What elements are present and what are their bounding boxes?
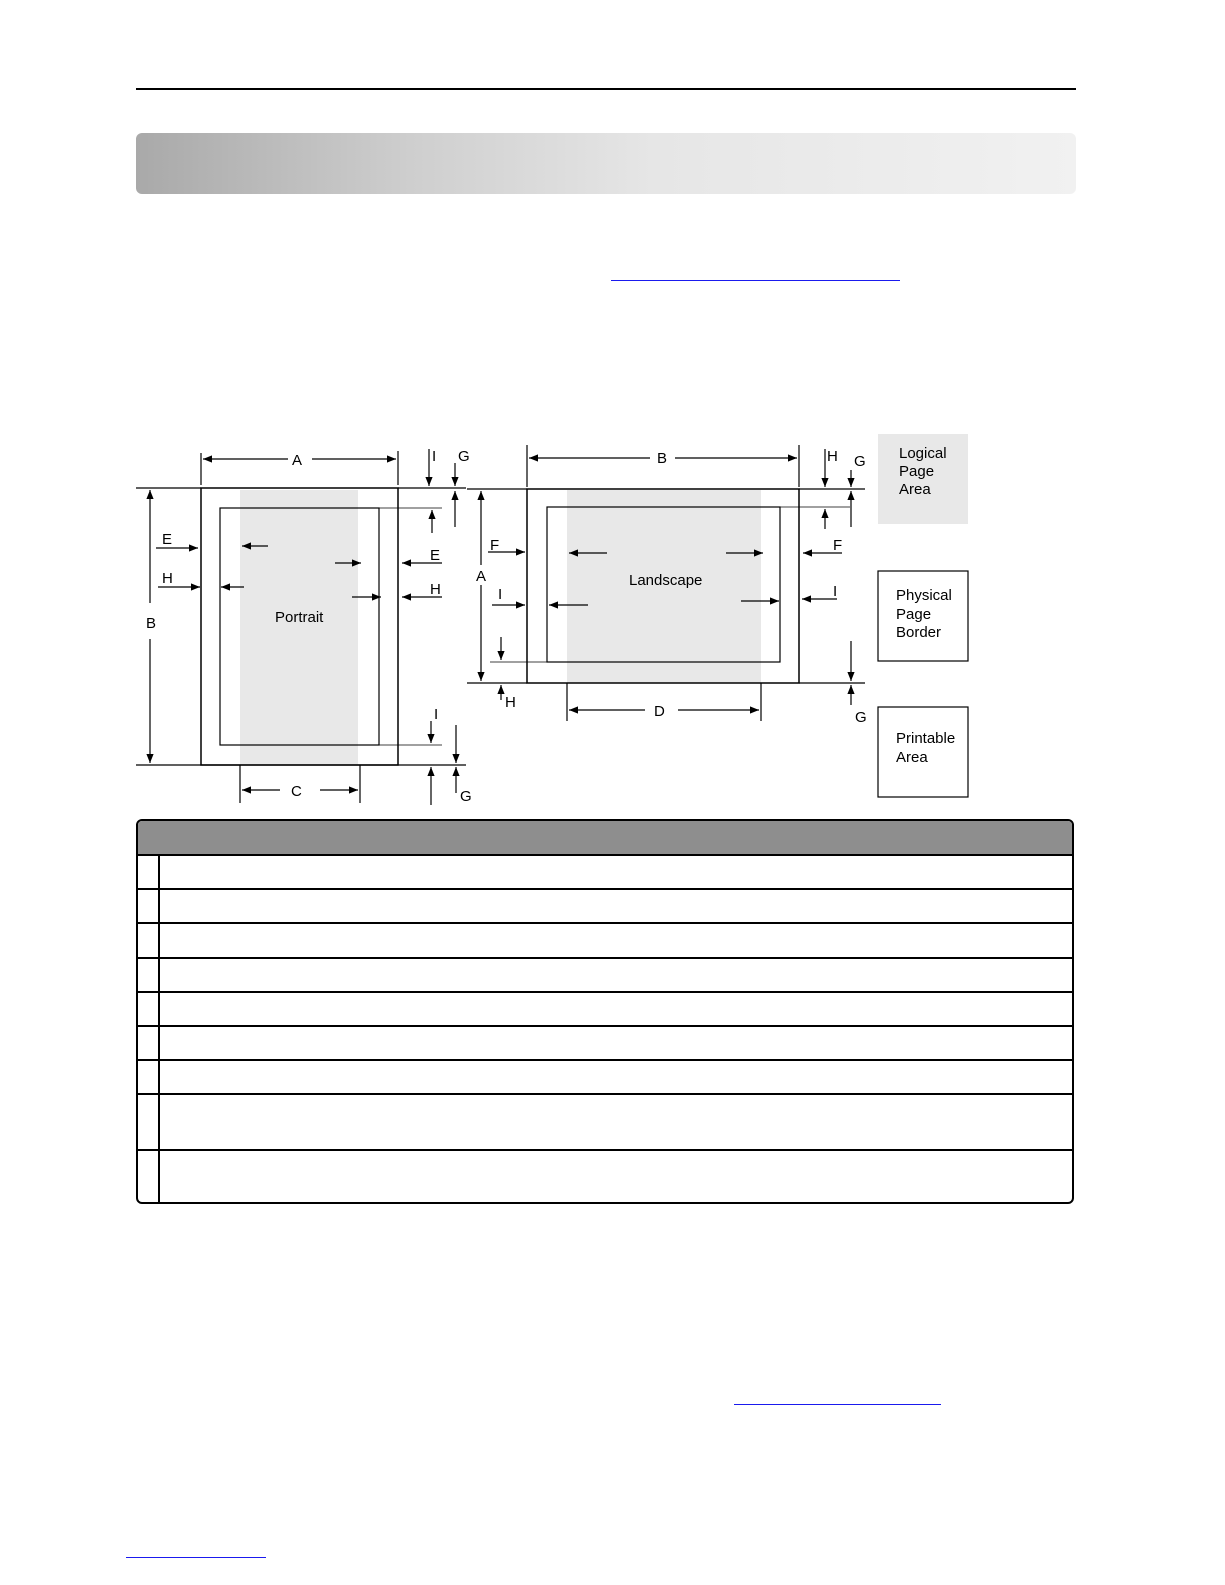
legend-printable-line2: Area [896,749,928,766]
legend-physical-line1: Physical [896,587,952,604]
portrait-label-a: A [292,452,303,469]
portrait-label-e-right: E [430,547,441,564]
portrait-title: Portrait [275,609,324,626]
table-row [138,1027,1072,1061]
landscape-label-b: B [657,450,668,467]
landscape-label-f-left: F [490,537,500,554]
table-row [138,856,1072,890]
portrait-label-e-left: E [162,531,173,548]
table-row [138,1061,1072,1095]
landscape-label-g-top: G [854,453,866,470]
landscape-label-h-bottom: H [505,694,516,711]
legend-logical-line2: Page [899,463,935,480]
dimensions-table [136,819,1074,1204]
landscape-label-h-top: H [827,448,838,465]
footer-link-underline[interactable] [126,1557,266,1558]
portrait-label-h-right: H [430,581,441,598]
table-row [138,1151,1072,1204]
portrait-label-c: C [291,783,302,800]
legend-physical-line2: Page [896,606,932,623]
landscape-label-a: A [476,568,487,585]
legend-physical-line3: Border [896,624,942,641]
legend-logical-line1: Logical [899,445,947,462]
portrait-label-h-left: H [162,570,173,587]
legend-printable-line1: Printable [896,730,956,747]
page-area-diagram [130,425,980,810]
portrait-label-i-top: I [432,448,437,465]
hyperlink-underline[interactable] [611,280,900,281]
landscape-title: Landscape [629,572,703,589]
portrait-label-i-bottom: I [434,706,439,723]
table-header [138,821,1072,856]
legend-logical-line3: Area [899,481,931,498]
landscape-label-g-bottom: G [855,709,867,726]
portrait-label-g-bottom: G [460,788,472,805]
table-row [138,959,1072,993]
table-row [138,993,1072,1027]
portrait-logical-area [240,490,358,765]
portrait-label-g-top: G [458,448,470,465]
landscape-label-d: D [654,703,665,720]
landscape-label-i-left: I [498,586,503,603]
portrait-label-b: B [146,615,157,632]
table-row [138,1095,1072,1151]
table-row [138,890,1072,924]
hyperlink-underline[interactable] [734,1404,941,1405]
header-rule [136,88,1076,90]
section-title-banner [136,133,1076,194]
table-row [138,924,1072,959]
portrait-diagram [136,449,466,805]
landscape-label-f-right: F [833,537,843,554]
landscape-label-i-right: I [833,583,838,600]
